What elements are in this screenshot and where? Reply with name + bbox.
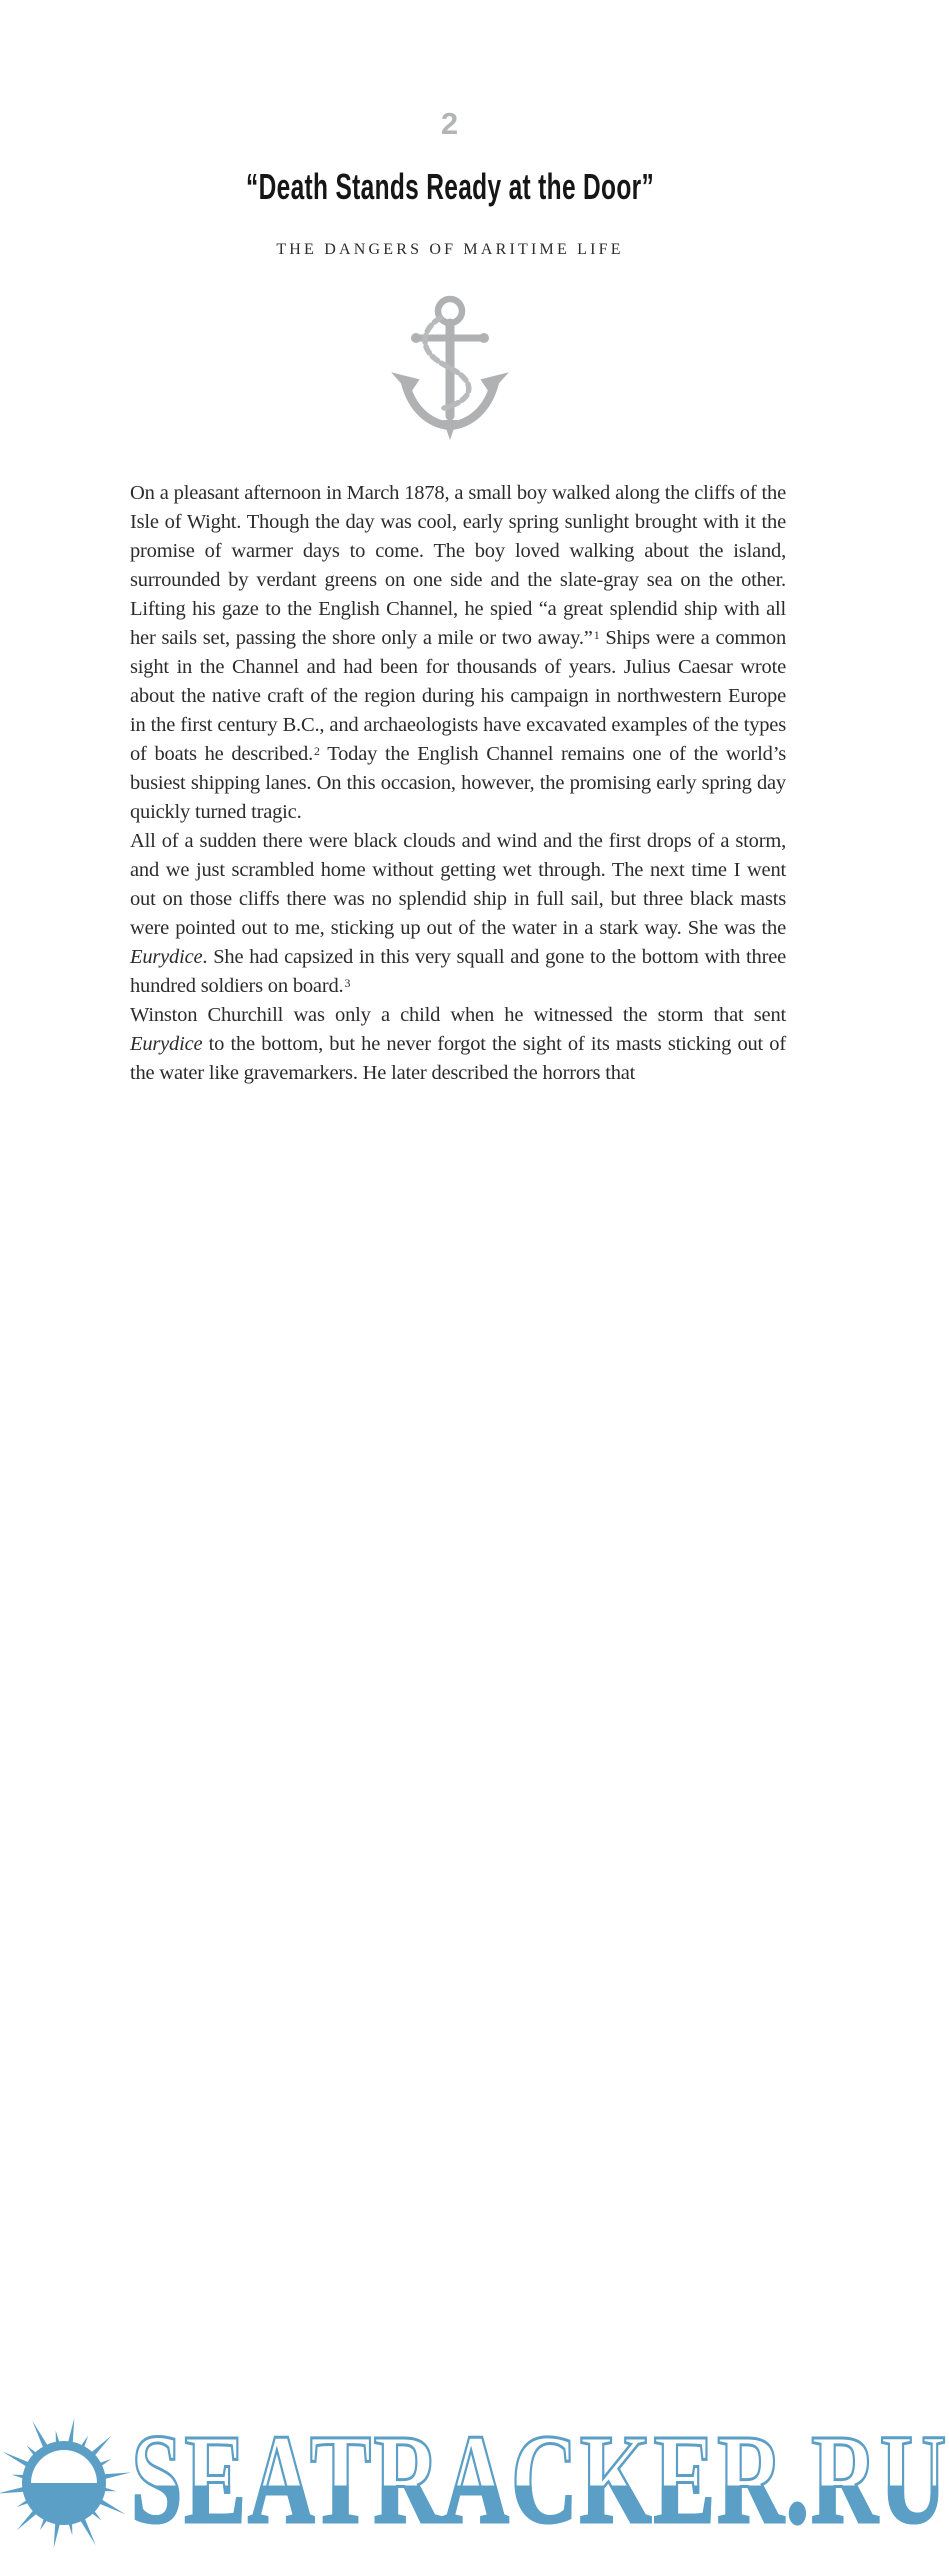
footnote-ref: 2 <box>314 743 320 758</box>
anchor-ornament <box>387 294 513 452</box>
chapter-number: 2 <box>440 106 460 141</box>
text-segment: Today the English Channel remains one of the world’s busiest shipping lanes. On this occasion, however, the promising early spring day quickly turned tragic. <box>130 743 786 823</box>
chapter-title-wrap <box>0 166 900 208</box>
anchor-stock-ball-right <box>479 333 489 343</box>
footnote-ref: 1 <box>593 627 600 642</box>
chapter-subtitle: THE DANGERS OF MARITIME LIFE <box>276 241 624 258</box>
anchor-point <box>443 420 457 440</box>
paragraph <box>130 1001 786 1088</box>
anchor-stock-ball-left <box>411 333 421 343</box>
text-segment: All of a sudden there were black clouds and wind and the first drops of a storm, and we just scrambled home without getting wet through. The next time I went out on those cliffs there was no splendid ship in full sail, but three black masts were pointed out to me, sticking up out of the water in a stark way. She was the <box>130 830 786 939</box>
chapter-body <box>130 479 786 1088</box>
anchor-icon <box>387 294 513 452</box>
text-segment: Eurydice <box>130 1033 203 1055</box>
text-segment: . She had capsized in this very squall and gone to the bottom with three hundred soldiers on board. <box>130 946 786 997</box>
blockquote <box>130 827 786 1001</box>
footnote-ref: 3 <box>344 975 351 990</box>
text-segment: to the bottom, but he never forgot the sight of its masts sticking out of the water like gravemarkers. He later described the horrors that <box>130 1033 786 1084</box>
sun-icon <box>0 2412 135 2554</box>
text-segment: Ships were a common sight in the Channel and had been for thousands of years. Julius Caesar wrote about the native craft of the region during his campaign in northwestern Europe in the first century B.C., and archaeologists have excavated examples of the types of boats he described. <box>130 627 786 765</box>
chapter-title: “Death Stands Ready at the Door” <box>245 166 655 207</box>
watermark <box>0 1204 949 2550</box>
paragraph <box>130 479 786 827</box>
text-segment: Winston Churchill was only a child when he witnessed the storm that sent <box>130 1004 786 1026</box>
text-segment: Eurydice <box>130 946 203 968</box>
text-segment: On a pleasant afternoon in March 1878, a small boy walked along the cliffs of the Isle of Wight. Though the day was cool, early spring sunlight brought with it the promise of warmer days to come. The boy loved walking about the island, surrounded by verdant greens on one side and the slate-gray sea on the other. Lifting his gaze to the English Channel, he spied “a great splendid ship with all her sails set, passing the shore only a mile or two away.” <box>130 482 786 649</box>
watermark-text: SEATRACKER.RU <box>131 2408 949 2550</box>
